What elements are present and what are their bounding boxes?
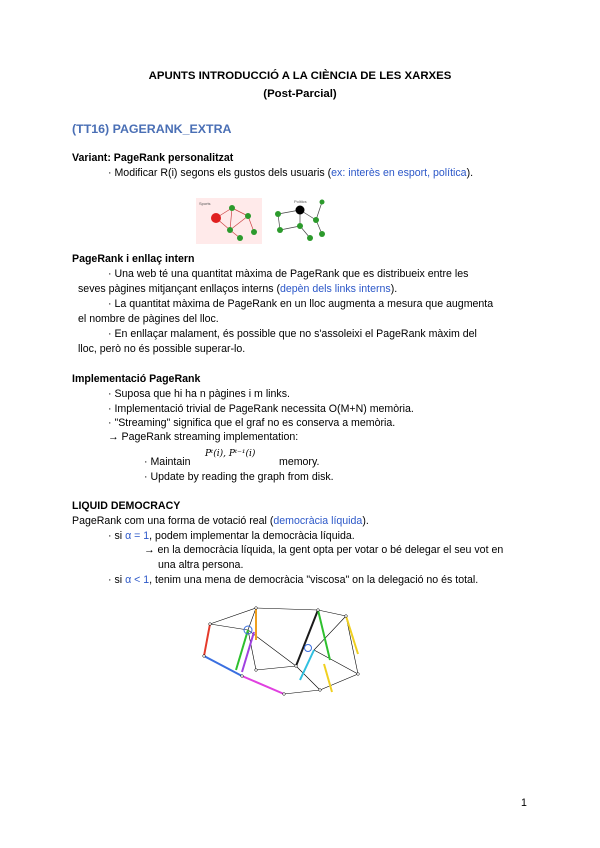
internal-heading: PageRank i enllaç intern <box>72 253 195 265</box>
impl-bullet-2: · Implementació trivial de PageRank necessita O(M+N) memòria. <box>108 403 414 415</box>
voter-nodes <box>203 607 360 696</box>
impl-sub-bullet-1: · Maintain <box>144 456 191 468</box>
variant-bullet: · Modificar R(i) segons els gustos dels usuaris (ex: interès en esport, política). <box>108 167 474 179</box>
internal-bullet-1-line-1: · Una web té una quantitat màxima de PageRank que es distribueix entre les <box>108 268 469 280</box>
alpha-equals-one: α = 1 <box>125 530 150 542</box>
sports-node <box>211 213 221 223</box>
document-subtitle: (Post-Parcial) <box>263 88 337 100</box>
delegation-colored-edges <box>204 608 358 694</box>
variant-heading: Variant: PageRank personalitzat <box>72 152 234 164</box>
internal-bullet-1-line-2: seves pàgines mitjançant enllaços interns (depèn dels links interns). <box>78 283 398 295</box>
liquid-arrow-line-1: → en la democràcia líquida, la gent opta per votar o bé delegar el seu vot en <box>144 544 504 556</box>
impl-sub-bullet-2: · Update by reading the graph from disk. <box>144 471 334 483</box>
impl-sub-bullet-1-end: memory. <box>279 456 320 468</box>
alpha-less-than-one: α < 1 <box>125 574 150 586</box>
liquid-democracy-figure <box>196 600 372 700</box>
page-number: 1 <box>521 797 527 809</box>
figure-label-sports: Sports <box>199 201 211 206</box>
figure-label-politics: Politics <box>294 199 307 204</box>
liquid-intro: PageRank com una forma de votació real (democràcia líquida). <box>72 515 369 527</box>
politics-node <box>296 206 305 215</box>
delegate-node <box>305 645 312 652</box>
section-heading: (TT16) PAGERANK_EXTRA <box>72 122 232 136</box>
variant-example: ex: interès en esport, política <box>331 167 467 179</box>
internal-links-note: depèn dels links interns <box>279 283 391 295</box>
impl-heading: Implementació PageRank <box>72 373 201 385</box>
internal-bullet-3-line-1: · En enllaçar malament, és possible que no s'assoleixi el PageRank màxim del <box>108 328 477 340</box>
liquid-bullet-1: · si α = 1, podem implementar la democràcia líquida. <box>108 530 355 542</box>
impl-bullet-1: · Suposa que hi ha n pàgines i m links. <box>108 388 290 400</box>
internal-bullet-2-line-1: · La quantitat màxima de PageRank en un lloc augmenta a mesura que augmenta <box>108 298 494 310</box>
liquid-democracy-term: democràcia líquida <box>273 515 363 527</box>
liquid-arrow-line-2: una altra persona. <box>158 559 244 571</box>
document-title: APUNTS INTRODUCCIÓ A LA CIÈNCIA DE LES XARXES <box>148 70 452 82</box>
liquid-bullet-2: · si α < 1, tenim una mena de democràcia "viscosa" on la delegació no és total. <box>108 574 479 586</box>
internal-bullet-3-line-2: lloc, però no és possible superar-lo. <box>78 343 246 355</box>
impl-bullet-3: · "Streaming" significa que el graf no es conserva a memòria. <box>108 417 396 429</box>
delegation-graph-edges <box>204 608 358 694</box>
liquid-heading: LIQUID DEMOCRACY <box>72 500 181 512</box>
pagerank-formula: Pᵗ(i), Pᵗ⁻¹(i) <box>205 449 256 459</box>
impl-streaming-arrow: → PageRank streaming implementation: <box>108 431 299 443</box>
internal-bullet-2-line-2: el nombre de pàgines del lloc. <box>78 313 219 325</box>
personalized-pagerank-figure <box>196 196 332 246</box>
